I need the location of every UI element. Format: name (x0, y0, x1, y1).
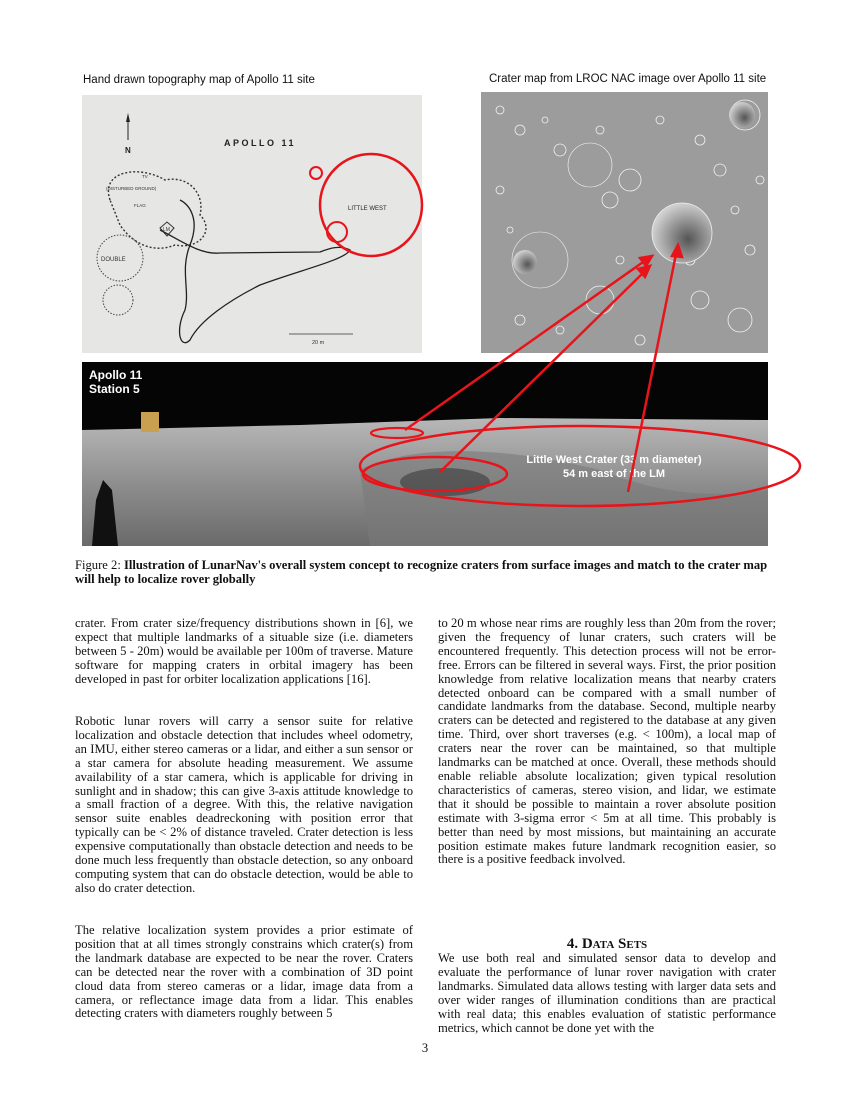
panorama-title-line1: Apollo 11 (89, 368, 143, 382)
figure-caption-text: Illustration of LunarNav's overall system concept to recognize craters from surface images and match to the crater map will help to localize rover globally (75, 558, 768, 586)
figure-caption: Figure 2: Illustration of LunarNav's overall system concept to recognize craters from surface images and match to the crater map will help to localize rover globally (75, 558, 768, 586)
section-heading: 4. Data Sets (566, 936, 648, 952)
tv-label: TV (142, 174, 148, 179)
topography-map-image (82, 95, 422, 353)
disturbed-ground-label: (DISTURBED GROUND) (106, 186, 157, 191)
left-paragraph-2: Robotic lunar rovers will carry a sensor suite for relative localization and obstacle detection that includes wheel odometry, an IMU, either stereo cameras or a lidar, and either a sun sensor or a star camera for absolute heading measurement. We assume availability of a star camera, which is applicable for driving in sunlight and in shadow; this can give 3-axis attitude knowledge to a small fraction of a degree. With this, the relative navigation sensor suite enables deadreckoning with position error that typically can be < 2% of distance traveled. Crater detection is less expensive computationally than obstacle detection and needs to be done much less frequently than obstacle detection, so any onboard computing system that can do obstacle detection, would be able to also do crater detection. (75, 714, 413, 895)
crater-map-title: Crater map from LROC NAC image over Apollo 11 site (489, 73, 767, 85)
right-paragraph-1: to 20 m whose near rims are roughly less than 20m from the rover; given the frequency of lunar craters, such craters will be encountered frequently. This detection process will not be error-free. Errors can be filtered in several ways. First, the prior position knowledge from relative localization means that nearby craters detected onboard can be compared with a small number of candidate landmarks from the database. Second, multiple nearby craters can be detected and registered to the database at any given time. Third, over short traverses (e.g. < 100m), a local map of craters near the rover can be maintained, so that multiple landmarks can be matched at once. Overall, these methods should enable reliable absolute localization; given typical resolution characteristics of cameras, stereo vision, and lidar, we estimate that it should be possible to maintain a rover absolute position estimate with 3-sigma error < 5m at all time. This probably is better than need by most missions, but maintaining an accurate position estimate makes future landmark recognition easier, so there is a positive feedback involved. (438, 616, 776, 867)
crater-label-line1: Little West Crater (33 m diameter) (526, 454, 702, 466)
map-site-label: APOLLO 11 (224, 138, 297, 148)
figure-label: Figure 2 (75, 558, 118, 572)
flag-label: FLAG (134, 203, 146, 208)
topo-map-title: Hand drawn topography map of Apollo 11 site (83, 74, 315, 86)
double-crater-label: DOUBLE (101, 257, 126, 263)
lm-label: LM (163, 227, 170, 233)
page-number: 3 (421, 1041, 429, 1055)
panorama-title-line2: Station 5 (89, 382, 140, 396)
panorama-image (82, 362, 800, 546)
map-scale-label: 20 m (312, 340, 325, 346)
little-west-label: LITTLE WEST (348, 206, 387, 212)
north-label: N (125, 146, 131, 155)
crater-map-image (481, 92, 768, 353)
crater-label-line2: 54 m east of the LM (562, 468, 666, 480)
left-paragraph-3: The relative localization system provides a prior estimate of position that at all times strongly constrains which crater(s) from the landmark database are expected to be near the rover. Craters can be detected near the rover with a combination of 3D point cloud data from stereo cameras or a lidar, image data from a camera, or reflectance image data from a lidar. This enables detecting craters with diameters roughly between 5 (75, 923, 413, 1021)
left-paragraph-1: crater. From crater size/frequency distributions shown in [6], we expect that multiple landmarks of a situable size (i.e. diameters between 5 - 20m) would be available per 100m of traverse. Mature software for mapping craters in orbital imagery has been developed in past for orbiter localization applications [16]. (75, 616, 413, 686)
data-sets-paragraph: We use both real and simulated sensor data to develop and evaluate the performance of lunar rover navigation with crater landmarks. Simulated data allows testing with larger data sets and over wider ranges of illumination conditions than are practical with real data; this enables evaluation of statistic performance metrics, which cannot be done yet with the (438, 951, 776, 1035)
lunar-module (141, 412, 159, 432)
